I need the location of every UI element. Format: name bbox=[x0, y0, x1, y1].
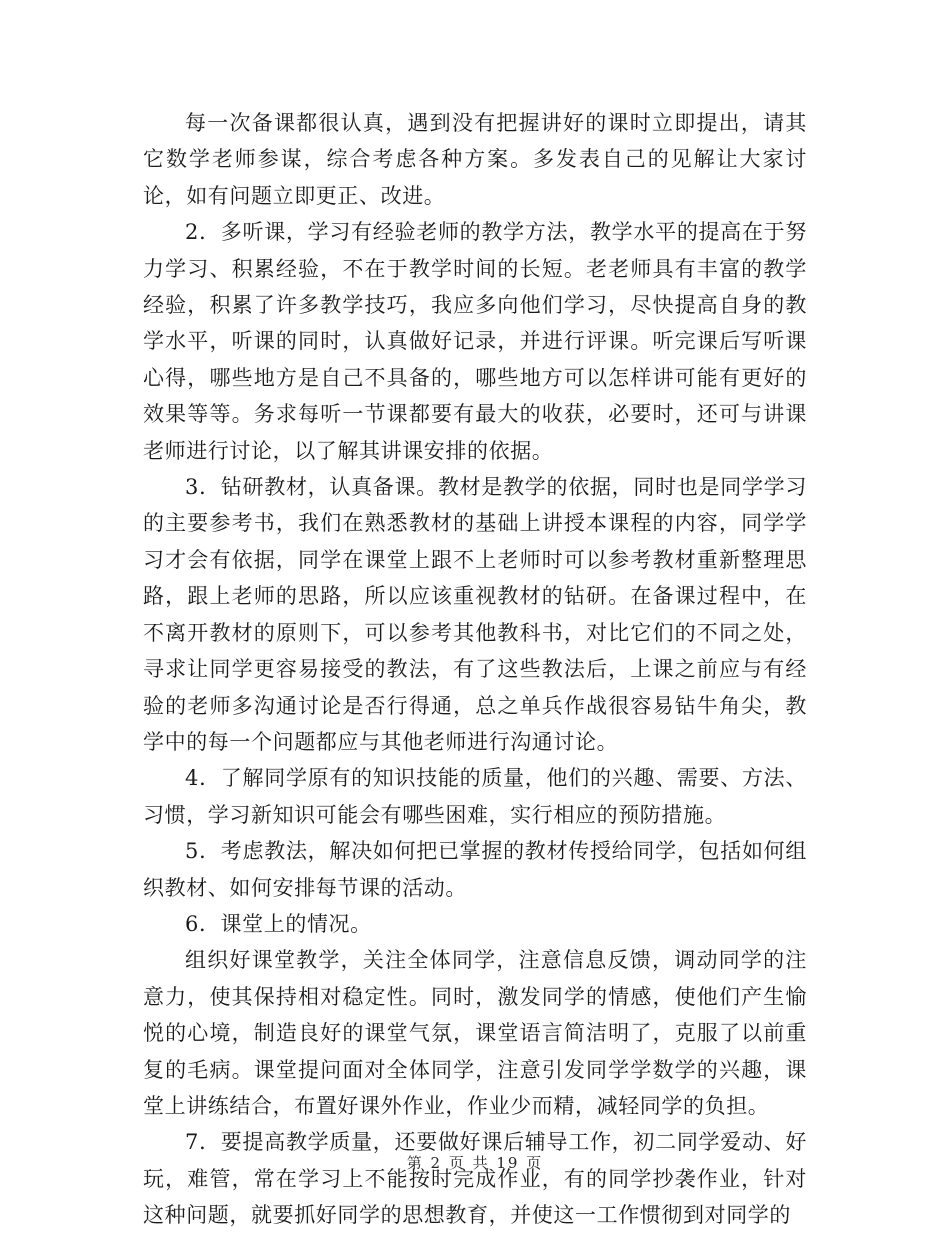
paragraph: 每一次备课都很认真，遇到没有把握讲好的课时立即提出，请其它数学老师参谋，综合考虑各种方案。多发表自己的见解让大家讨论，如有问题立即更正、改进。 bbox=[143, 111, 807, 208]
paragraph: 4．了解同学原有的知识技能的质量，他们的兴趣、需要、方法、习惯，学习新知识可能会有哪些困难，实行相应的预防措施。 bbox=[143, 766, 807, 827]
paragraph: 2．多听课，学习有经验老师的教学方法，教学水平的提高在于努力学习、积累经验，不在于教学时间的长短。老老师具有丰富的教学经验，积累了许多教学技巧，我应多向他们学习，尽快提高自身的教学水平，听课的同时，认真做好记录，并进行评课。听完课后写听课心得，哪些地方是自己不具备的，哪些地方可以怎样讲可能有更好的效果等等。务求每听一节课都要有最大的收获，必要时，还可与讲课老师进行讨论，以了解其讲课安排的依据。 bbox=[143, 220, 807, 463]
paragraph: 组织好课堂教学，关注全体同学，注意信息反馈，调动同学的注意力，使其保持相对稳定性。同时，激发同学的情感，使他们产生愉悦的心境，制造良好的课堂气氛，课堂语言简洁明了，克服了以前重复的毛病。课堂提问面对全体同学，注意引发同学学数学的兴趣，课堂上讲练结合，布置好课外作业，作业少而精，减轻同学的负担。 bbox=[143, 948, 807, 1118]
paragraph: 7．要提高教学质量，还要做好课后辅导工作，初二同学爱动、好玩，难管，常在学习上不能按时完成作业，有的同学抄袭作业，针对这种问题，就要抓好同学的思想教育，并使这一工作惯彻到对同学的 bbox=[143, 1130, 807, 1228]
paragraph: 5．考虑教法，解决如何把已掌握的教材传授给同学，包括如何组织教材、如何安排每节课的活动。 bbox=[143, 839, 807, 900]
paragraph: 6．课堂上的情况。 bbox=[185, 911, 372, 936]
page-footer: 第 2 页 共 19 页 bbox=[406, 1154, 544, 1172]
paragraph: 3．钻研教材，认真备课。教材是教学的依据，同时也是同学学习的主要参考书，我们在熟悉教材的基础上讲授本课程的内容，同学学习才会有依据，同学在课堂上跟不上老师时可以参考教材重新整理思路，跟上老师的思路，所以应该重视教材的钻研。在备课过程中，在不离开教材的原则下，可以参考其他教科书，对比它们的不同之处，寻求让同学更容易接受的教法，有了这些教法后，上课之前应与有经验的老师多沟通讨论是否行得通，总之单兵作战很容易钻牛角尖，教学中的每一个问题都应与其他老师进行沟通讨论。 bbox=[143, 475, 807, 754]
document-body bbox=[143, 105, 807, 1234]
